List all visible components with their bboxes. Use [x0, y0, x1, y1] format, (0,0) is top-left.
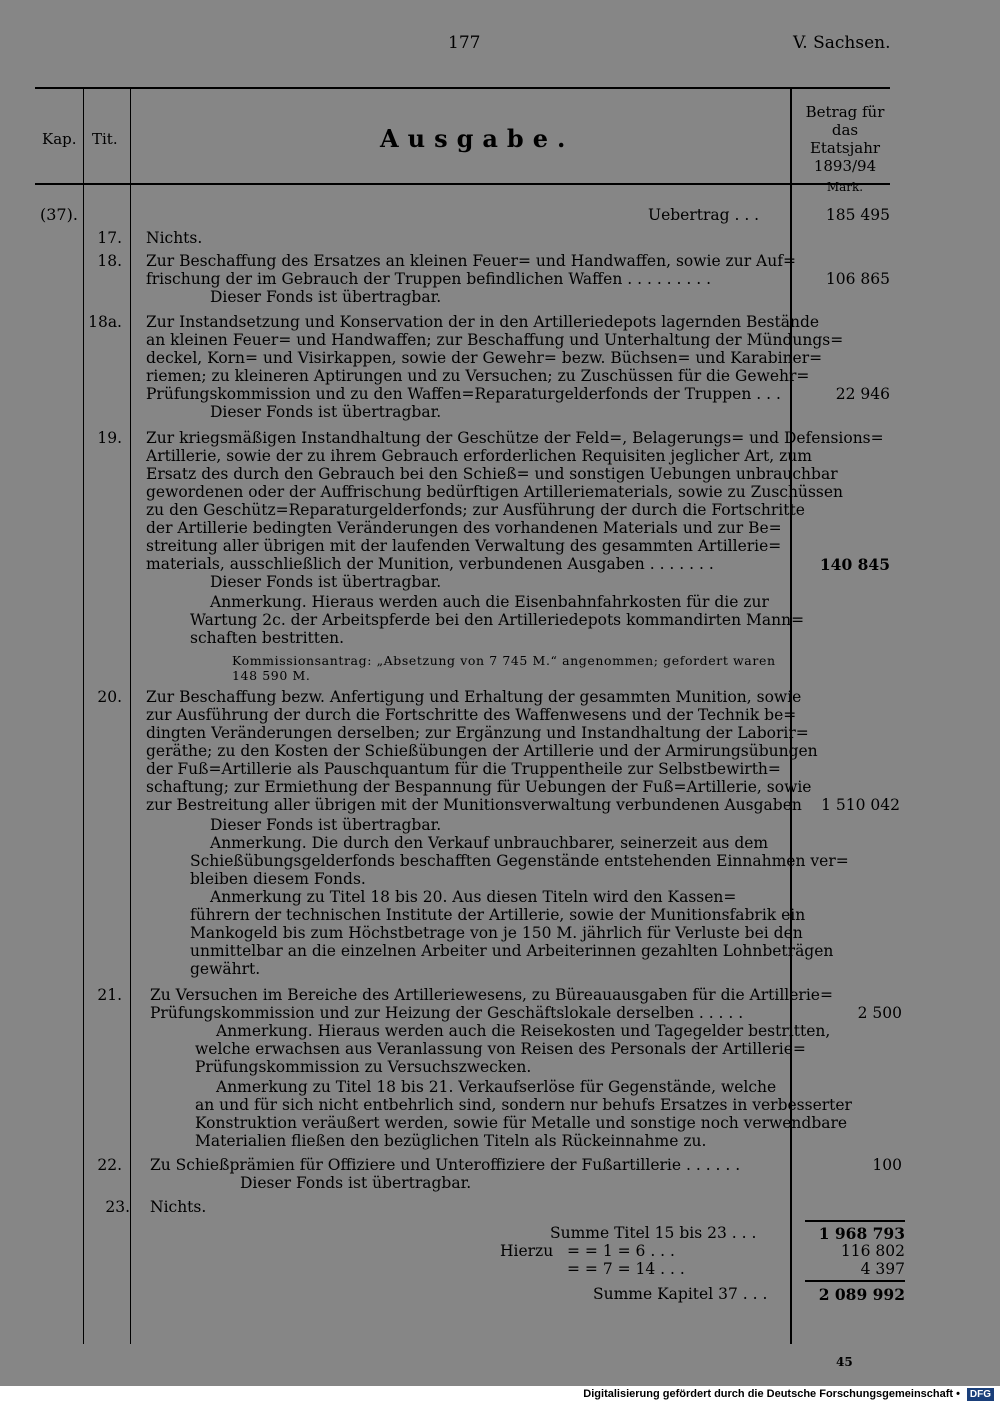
title-line: Dieser Fonds ist übertragbar. [240, 1174, 472, 1192]
header-kap: Kap. [42, 130, 77, 148]
title-amount: 1 510 042 [821, 796, 900, 814]
title-line: Dieser Fonds ist übertragbar. [210, 403, 442, 421]
sum-amount: 4 397 [860, 1260, 905, 1278]
title-line: welche erwachsen aus Veranlassung von Reisen des Personals der Artillerie= [195, 1040, 806, 1058]
title-line: führern der technischen Institute der Artillerie, sowie der Munitionsfabrik ein [190, 906, 806, 924]
section-title: V. Sachsen. [793, 33, 891, 53]
total-label: Summe Kapitel 37 . . . [593, 1285, 768, 1303]
sum-label: = = 1 = 6 . . . [567, 1242, 675, 1260]
kap-value: (37). [40, 205, 78, 224]
page-number: 177 [448, 33, 481, 53]
signature-mark: 45 [836, 1355, 853, 1369]
title-line: zur Bestreitung aller übrigen mit der Munitionsverwaltung verbundenen Ausgaben [146, 796, 802, 814]
title-line: Zu Versuchen im Bereiche des Artilleriewesens, zu Büreauausgaben für die Artillerie= [150, 986, 833, 1004]
sum-top-rule [805, 1220, 905, 1222]
title-text: Nichts. [150, 1198, 207, 1216]
header-amount-unit: Mark. [826, 180, 864, 194]
title-number: 18a. [88, 313, 122, 331]
title-line: Zur kriegsmäßigen Instandhaltung der Geschütze der Feld=, Belagerungs= und Defensions= [146, 429, 884, 447]
title-line: Anmerkung zu Titel 18 bis 20. Aus diesen Titeln wird den Kassen= [210, 888, 737, 906]
title-line: Dieser Fonds ist übertragbar. [210, 288, 442, 306]
title-line: bleiben diesem Fonds. [190, 870, 366, 888]
title-line: unmittelbar an die einzelnen Arbeiter und Arbeiterinnen gezahlten Lohnbeträgen [190, 942, 834, 960]
header-bottom-rule [35, 183, 890, 185]
title-amount: 2 500 [857, 1004, 902, 1022]
sum-label: = = 7 = 14 . . . [567, 1260, 685, 1278]
header-amount-line3: 1893/94 [813, 157, 877, 175]
title-number: 22. [97, 1156, 122, 1174]
title-text: Nichts. [146, 229, 203, 247]
title-line: Konstruktion veräußert werden, sowie für Metalle und sonstige noch verwendbare [195, 1114, 848, 1132]
header-top-rule [35, 87, 890, 89]
commission-note: 148 590 M. [232, 668, 311, 683]
title-number: 21. [97, 986, 122, 1004]
commission-note: Kommissionsantrag: „Absetzung von 7 745 M.“ angenommen; gefordert waren [232, 653, 776, 668]
uebertrag-label: Uebertrag . . . [648, 206, 760, 224]
title-line: Schießübungsgelderfonds beschafften Gegenstände entstehenden Einnahmen ver= [190, 852, 849, 870]
title-amount: 140 845 [819, 555, 890, 574]
title-line: Prüfungskommission zu Versuchszwecken. [195, 1058, 532, 1076]
title-line: Artillerie, sowie der zu ihrem Gebrauch erforderlichen Requisiten jeglicher Art, zum [146, 447, 812, 465]
title-line: frischung der im Gebrauch der Truppen befindlichen Waffen . . . . . . . . . [146, 270, 712, 288]
title-line: Materialien fließen den bezüglichen Titeln als Rückeinnahme zu. [195, 1132, 707, 1150]
header-amount-line2: das Etatsjahr [809, 121, 881, 157]
title-line: Dieser Fonds ist übertragbar. [210, 573, 442, 591]
title-line: deckel, Korn= und Visirkappen, sowie der Gewehr= bezw. Büchsen= und Karabiner= [146, 349, 823, 367]
title-amount: 22 946 [835, 385, 890, 403]
sum-amount: 1 968 793 [818, 1224, 905, 1243]
title-number: 18. [97, 252, 122, 270]
title-line: streitung aller übrigen mit der laufenden Verwaltung des gesammten Artillerie= [146, 537, 782, 555]
title-line: der Fuß=Artillerie als Pauschquantum für die Truppentheile zur Selbstbewirth= [146, 760, 781, 778]
total-rule [805, 1280, 905, 1282]
title-line: Zur Beschaffung des Ersatzes an kleinen Feuer= und Handwaffen, sowie zur Auf= [146, 252, 796, 270]
title-line: schaftung; zur Ermiethung der Bespannung für Uebungen der Fuß=Artillerie, sowie [146, 778, 812, 796]
title-line: zur Ausführung der durch die Fortschritte des Waffenwesens und der Technik be= [146, 706, 797, 724]
header-tit: Tit. [92, 130, 118, 148]
title-line: dingten Veränderungen derselben; zur Ergänzung und Instandhaltung der Laborir= [146, 724, 809, 742]
title-line: riemen; zu kleineren Aptirungen und zu Versuchen; zu Zuschüssen für die Gewehr= [146, 367, 810, 385]
title-line: Anmerkung zu Titel 18 bis 21. Verkaufserlöse für Gegenstände, welche [216, 1078, 777, 1096]
title-line: Mankogeld bis zum Höchstbetrage von je 150 M. jährlich für Verluste bei den [190, 924, 803, 942]
title-line: an und für sich nicht entbehrlich sind, sondern nur behufs Ersatzes in verbesserter [195, 1096, 852, 1114]
title-amount: 106 865 [825, 270, 890, 288]
title-line: Prüfungskommission und zur Heizung der Geschäftslokale derselben . . . . . [150, 1004, 744, 1022]
total-amount: 2 089 992 [818, 1285, 905, 1304]
title-line: Zur Beschaffung bezw. Anfertigung und Erhaltung der gesammten Munition, sowie [146, 688, 802, 706]
title-line: Anmerkung. Die durch den Verkauf unbrauchbarer, seinerzeit aus dem [210, 834, 769, 852]
title-amount: 100 [872, 1156, 902, 1174]
sum-amount: 116 802 [840, 1242, 905, 1260]
title-number: 20. [97, 688, 122, 706]
title-line: Zu Schießprämien für Offiziere und Unteroffiziere der Fußartillerie . . . . . . [150, 1156, 741, 1174]
title-line: Zur Instandsetzung und Konservation der in den Artilleriedepots lagernden Bestände [146, 313, 820, 331]
title-line: materials, ausschließlich der Munition, verbundenen Ausgaben . . . . . . . [146, 555, 714, 573]
header-title: Ausgabe. [380, 124, 575, 153]
title-number: 23. [105, 1198, 130, 1216]
title-line: schaften bestritten. [190, 629, 345, 647]
title-number: 19. [97, 429, 122, 447]
title-line: Dieser Fonds ist übertragbar. [210, 816, 442, 834]
title-line: der Artillerie bedingten Veränderungen des vorhandenen Materials und zur Be= [146, 519, 782, 537]
hierzu-label: Hierzu [500, 1242, 554, 1260]
title-line: Anmerkung. Hieraus werden auch die Eisenbahnfahrkosten für die zur [210, 593, 769, 611]
title-line: zu den Geschütz=Reparaturgelderfonds; zur Ausführung der durch die Fortschritte [146, 501, 805, 519]
title-line: Wartung 2c. der Arbeitspferde bei den Artilleriedepots kommandirten Mann= [190, 611, 805, 629]
footer-bar [0, 1386, 1000, 1404]
uebertrag-amount: 185 495 [825, 206, 890, 224]
title-line: geräthe; zu den Kosten der Schießübungen der Artillerie und der Armirungsübungen [146, 742, 818, 760]
title-number: 17. [97, 229, 122, 247]
title-line: Anmerkung. Hieraus werden auch die Reisekosten und Tagegelder bestritten, [216, 1022, 831, 1040]
title-line: Ersatz des durch den Gebrauch bei den Schieß= und sonstigen Uebungen unbrauchbar [146, 465, 838, 483]
header-amount [795, 103, 895, 196]
sum-label: Summe Titel 15 bis 23 . . . [550, 1224, 757, 1242]
col-divider-tit [130, 88, 131, 1344]
title-line: an kleinen Feuer= und Handwaffen; zur Beschaffung und Unterhaltung der Mündungs= [146, 331, 844, 349]
header-amount-line1: Betrag für [805, 103, 885, 121]
title-line: Prüfungskommission und zu den Waffen=Reparaturgelderfonds der Truppen . . . [146, 385, 781, 403]
dfg-logo: DFG [967, 1388, 994, 1401]
title-line: gewährt. [190, 960, 261, 978]
footer-text: Digitalisierung gefördert durch die Deutsche Forschungsgemeinschaft • [583, 1388, 960, 1400]
title-line: gewordenen oder der Auffrischung bedürftigen Artilleriematerials, sowie zu Zuschüssen [146, 483, 844, 501]
